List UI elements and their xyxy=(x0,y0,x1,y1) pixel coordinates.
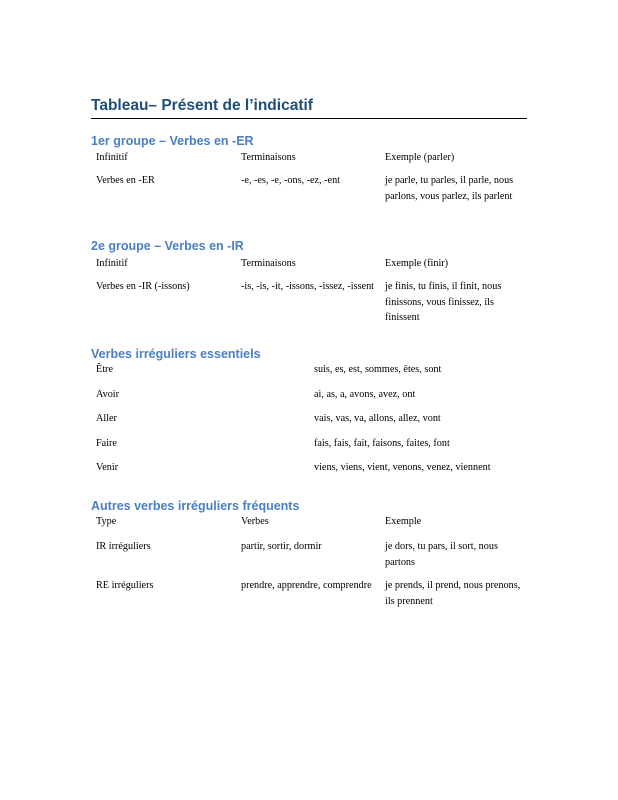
section-heading-irreguliers: Verbes irréguliers essentiels xyxy=(91,347,261,361)
table-header-cell: Terminaisons xyxy=(241,152,296,163)
table-cell: Avoir xyxy=(96,389,120,400)
table-header-cell: Exemple (parler) xyxy=(385,152,455,163)
table-cell: Verbes en -ER xyxy=(96,175,155,186)
table-cell: je finis, tu finis, il finit, nous finissons, vous finissez, ils finissent xyxy=(385,281,502,323)
table-cell: Venir xyxy=(96,462,119,473)
table-cell: Faire xyxy=(96,438,117,449)
table-cell: Aller xyxy=(96,413,117,424)
table-cell: RE irréguliers xyxy=(96,580,154,591)
table-cell: je prends, il prend, nous prenons, ils prennent xyxy=(385,580,521,607)
table-cell: -e, -es, -e, -ons, -ez, -ent xyxy=(241,175,340,186)
page-title: Tableau– Présent de l’indicatif xyxy=(91,96,527,119)
table-cell: IR irréguliers xyxy=(96,541,151,552)
table-header-cell: Verbes xyxy=(241,516,269,527)
table-header-cell: Type xyxy=(96,516,117,527)
table-cell: prendre, apprendre, comprendre xyxy=(241,580,372,591)
table-header-cell: Infinitif xyxy=(96,152,128,163)
table-cell: je parle, tu parles, il parle, nous parlons, vous parlez, ils parlent xyxy=(385,175,514,202)
table-cell: ai, as, a, avons, avez, ont xyxy=(314,389,416,400)
table-cell: vais, vas, va, allons, allez, vont xyxy=(314,413,441,424)
table-cell: je dors, tu pars, il sort, nous partons xyxy=(385,541,498,568)
table-cell: Verbes en -IR (-issons) xyxy=(96,281,190,292)
table-cell: suis, es, est, sommes, êtes, sont xyxy=(314,364,442,375)
table-header-cell: Infinitif xyxy=(96,258,128,269)
section-heading-groupe1: 1er groupe – Verbes en -ER xyxy=(91,134,254,148)
table-header-cell: Exemple xyxy=(385,516,422,527)
section-heading-autres: Autres verbes irréguliers fréquents xyxy=(91,499,300,513)
table-cell: fais, fais, fait, faisons, faites, font xyxy=(314,438,450,449)
table-cell: viens, viens, vient, venons, venez, viennent xyxy=(314,462,491,473)
section-heading-groupe2: 2e groupe – Verbes en -IR xyxy=(91,239,244,253)
table-cell: partir, sortir, dormir xyxy=(241,541,322,552)
table-header-cell: Terminaisons xyxy=(241,258,296,269)
table-header-cell: Exemple (finir) xyxy=(385,258,449,269)
table-cell: Être xyxy=(96,364,113,375)
table-cell: -is, -is, -it, -issons, -issez, -issent xyxy=(241,281,374,292)
